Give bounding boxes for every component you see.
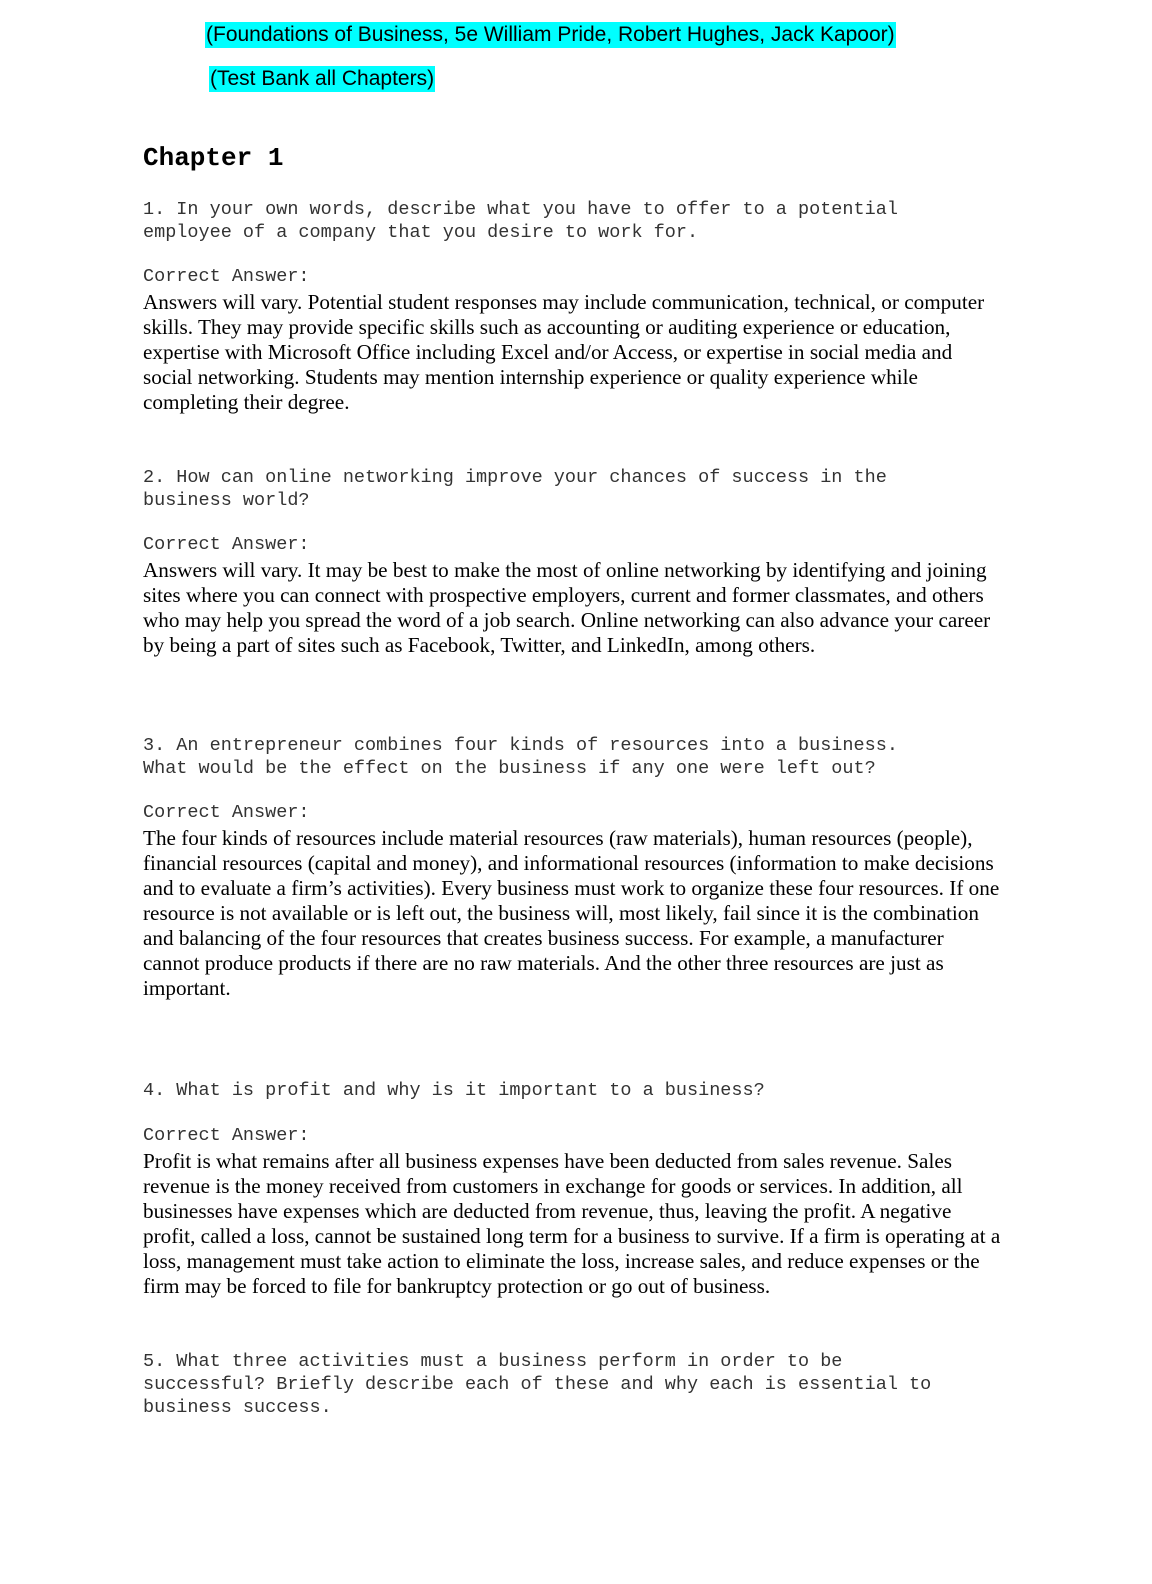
- question-2: 2. How can online networking improve your chances of success in the business world?: [143, 467, 887, 511]
- correct-answer-label-3: Correct Answer:: [143, 802, 310, 823]
- chapter-heading: Chapter 1: [143, 143, 284, 173]
- test-bank-highlight: (Test Bank all Chapters): [210, 67, 435, 90]
- correct-answer-label-1: Correct Answer:: [143, 266, 310, 287]
- answer-2: Answers will vary. It may be best to make the most of online networking by identifying and joining sites where you can connect with prospective employers, current and former classmates, and others who may help you spread the word of a job search. Online networking can also advance your career by being a part of sites such as Facebook, Twitter, and LinkedIn, among others.: [143, 558, 991, 657]
- answer-4: Profit is what remains after all business expenses have been deducted from sales revenue. Sales revenue is the money received from customers in exchange for goods or services. In addition, all businesses have expenses which are deducted from revenue, thus, leaving the profit. A negative profit, called a loss, cannot be sustained long term for a business to survive. If a firm is operating at a loss, management must take action to eliminate the loss, increase sales, and reduce expenses or the firm may be forced to file for bankruptcy protection or go out of business.: [143, 1149, 1001, 1298]
- question-5: 5. What three activities must a business perform in order to be successful? Briefly describe each of these and why each is essential to business success.: [143, 1351, 932, 1418]
- answer-1: Answers will vary. Potential student responses may include communication, technical, or computer skills. They may provide specific skills such as accounting or auditing experience or education, expertise with Microsoft Office including Excel and/or Access, or expertise in social media and social networking. Students may mention internship experience or quality experience while completing their degree.: [143, 290, 985, 414]
- correct-answer-label-4: Correct Answer:: [143, 1125, 310, 1146]
- question-3: 3. An entrepreneur combines four kinds of resources into a business. What would be the effect on the business if any one were left out?: [143, 735, 898, 779]
- correct-answer-label-2: Correct Answer:: [143, 534, 310, 555]
- question-4: 4. What is profit and why is it important to a business?: [143, 1080, 765, 1101]
- answer-3: The four kinds of resources include material resources (raw materials), human resources (people), financial resources (capital and money), and informational resources (information to make decisions and to evaluate a firm’s activities). Every business must work to organize these four resources. If one resource is not available or is left out, the business will, most likely, fail since it is the combination and balancing of the four resources that creates business success. For example, a manufacturer cannot produce products if there are no raw materials. And the other three resources are just as important.: [143, 826, 1000, 1000]
- question-1: 1. In your own words, describe what you have to offer to a potential employee of a company that you desire to work for.: [143, 199, 898, 243]
- book-title-highlight: (Foundations of Business, 5e William Pride, Robert Hughes, Jack Kapoor): [206, 23, 895, 46]
